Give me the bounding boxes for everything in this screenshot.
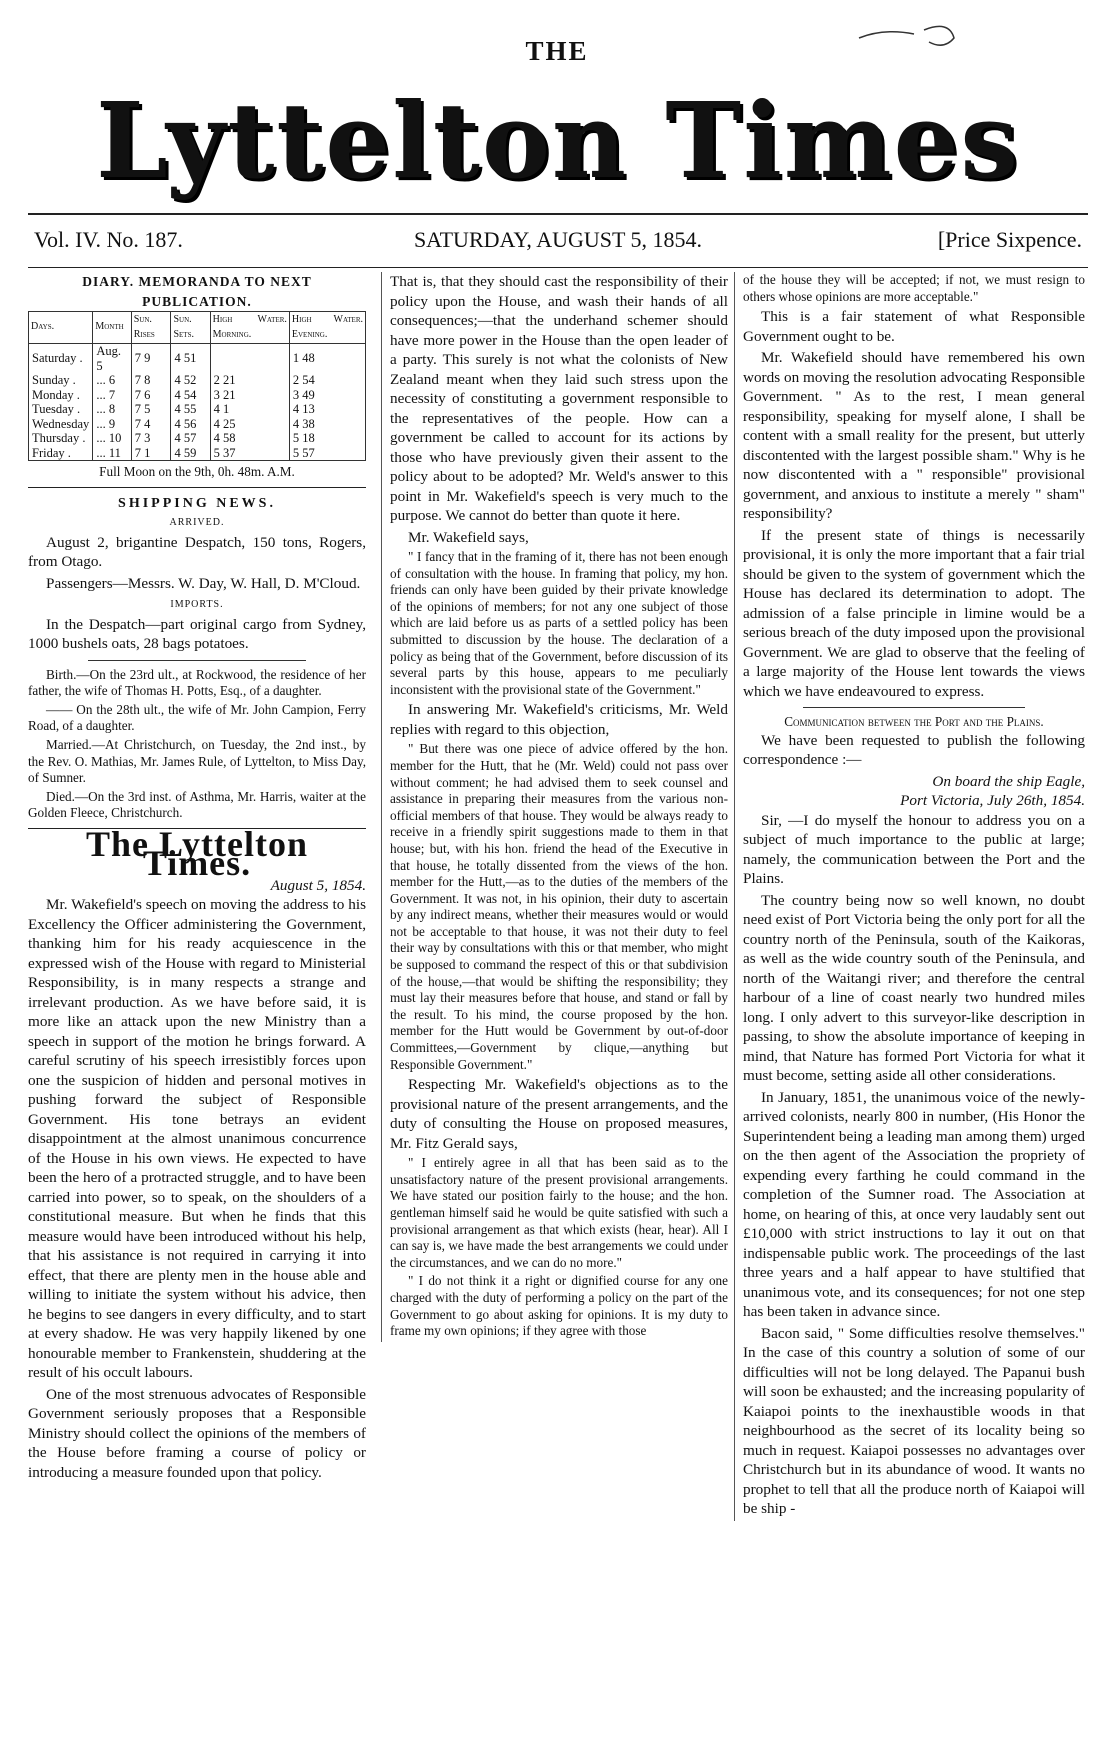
table-cell: 7 9 [131,344,171,374]
body-paragraph: We have been requested to publish the following correspondence :— [743,731,1085,769]
table-row [29,446,366,461]
table-row [29,417,366,432]
editorial-paragraph: One of the most strenuous advocates of Responsible Government seriously proposes that a Responsible Ministry should collect the opinions of the members of the House before framing a course of policy or introducing a measure founded upon that policy. [28,1385,366,1481]
imports-text: In the Despatch—part original cargo from Sydney, 1000 bushels oats, 28 bags potatoes. [28,615,366,653]
table-cell: 3 49 [289,388,365,403]
table-cell: 7 4 [131,417,171,432]
editorial-date: August 5, 1854. [270,876,366,894]
column-3 [734,272,1085,1521]
table-row [29,388,366,403]
table-cell: Tuesday . [29,402,93,417]
table-cell: ... 6 [93,373,131,388]
table-cell: 4 59 [171,446,210,461]
table-cell: ... 9 [93,417,131,432]
marriage-notice: Married.—At Christchurch, on Tuesday, the 2nd inst., by the Rev. O. Mathias, Mr. James Rule, of Lyttelton, to Miss Day, of Sumner. [28,736,366,786]
body-paragraph: Mr. Wakefield says, [408,528,529,546]
full-moon-note: Full Moon on the 9th, 0h. 48m. A.M. [99,464,295,479]
table-cell: 4 38 [289,417,365,432]
masthead-title: Lyttelton Times [96,79,1020,202]
shipping-heading: SHIPPING NEWS. [118,495,276,511]
diary-table [28,311,366,461]
imports-label: IMPORTS. [170,599,224,611]
table-cell: 2 54 [289,373,365,388]
arrived-label: ARRIVED. [169,517,225,529]
body-paragraph: In answering Mr. Wakefield's criticisms, Mr. Weld replies with regard to this objection, [390,701,728,738]
divider [88,660,306,661]
letter-paragraph: Bacon said, " Some difficulties resolve themselves." In the case of this country a solution of some of our difficulties will not be long delayed. The Papanui bush will soon be exhausted; and the increasing popularity of Kaiapoi points to the inexhaustible woods in that neighbourhood as the secret of its locality being so much in request. Kaiapoi possesses no advantages over Christchurch but in its abundance of wood. It wants no prophet to tell that all the produce north of Kaiapoi will be ship - [743,1324,1085,1518]
table-cell: 7 5 [131,402,171,417]
table-cell: 4 1 [210,402,289,417]
issue-date: SATURDAY, AUGUST 5, 1854. [413,227,703,252]
letter-paragraph: Sir, —I do myself the honour to address you on a subject of much importance to the public at large; namely, the communication between the Port and the Plains. [743,811,1085,888]
table-cell: 4 57 [171,431,210,446]
table-cell: 7 3 [131,431,171,446]
diary-heading: DIARY. MEMORANDA TO NEXT PUBLICATION. [82,274,312,309]
quote-paragraph: " I fancy that in the framing of it, there has not been enough of consultation with the house. In framing that policy, my hon. friends can only have been guided by their private knowledge of the opinions of members; for not any one subject of those which are laid before us as parts of a settled policy has been submitted to discussion by the house. The declaration of a policy as being that of the Government, before discussion of its several parts by this house, appears to me peculiarly inconsistent with the provisional state of the Government." [390,549,728,697]
table-cell: Friday . [29,446,93,461]
diary-col-sets: Sun. Sets. [171,312,210,344]
editorial-title: The Lyttelton Times. [85,823,308,884]
table-cell: 7 6 [131,388,171,403]
masthead-the: THE [525,36,589,66]
quote-paragraph: " But there was one piece of advice offered by the hon. member for the Hutt, that he (Mr. Weld) could not pass over without comment; he had advised them to seek counsel and assistance in preparing their measures from the various non-official members of that house. They would be always ready to receive in a friendly spirit suggestions made to them in that house; but, with his hon. friend the head of the Executive in that house, he totally dissented from the views of the hon. member for the Hutt,—as to the duties of the members of the Government. It was not, in his opinion, their duty to ascertain by any indirect means, whether their measures would or would not be acceptable to that house, it was not their duty to feel their way by consultations with this or that member, who might be supposed to command the respect of this or that subdivision of the house,—that would be shifting the responsibility; they must lay their measures before that house, and stand or fall by the result. To his mind, the course proposed by the hon. member for the Hutt would be Government by out-of-door Committees,—Government by clique,—anything but Responsible Government." [390,741,728,1072]
table-cell: 1 48 [289,344,365,374]
table-cell: ... 11 [93,446,131,461]
table-cell: 5 57 [289,446,365,461]
volume-number: Vol. IV. No. 187. [34,227,183,252]
section-heading: Communication between the Port and the Plains. [784,714,1044,730]
table-cell: 4 54 [171,388,210,403]
table-cell: 4 13 [289,402,365,417]
price: [Price Sixpence. [937,227,1082,252]
table-cell: ... 7 [93,388,131,403]
table-cell: 5 18 [289,431,365,446]
diary-col-days: Days. [29,312,93,344]
arrived-text: August 2, brigantine Despatch, 150 tons, Rogers, from Otago. [28,533,366,571]
body-paragraph: If the present state of things is necessarily provisional, it is only the more important that a fair trial should be given to the system of government which the House has declared its determination to adopt. The admission of a false principle in limine would be a serious breach of the duty imposed upon the provisional Government. We are glad to observe that the feeling of a large majority of the House lent towards the views which we have endeavoured to express. [743,526,1085,700]
divider [28,487,366,488]
pen-scribble-mark [854,20,974,60]
table-cell: 5 37 [210,446,289,461]
table-row [29,402,366,417]
table-cell: 7 1 [131,446,171,461]
letter-paragraph: The country being now so well known, no doubt need exist of Port Victoria being the only port for all the country north of the Peninsula, south of the Kaikoras, as well as the wide country south of the Peninsula, and north of the Waitangi river; and therefore the central harbour of a line of coast nearly two hundred miles long. I only advert to this surveyor-like description in passing, to show the absolute importance of keeping in mind, that Nature has formed Port Victoria for what it must become, setting aside all other considerations. [743,891,1085,1085]
table-row [29,344,366,374]
body-paragraph: Respecting Mr. Wakefield's objections as to the provisional nature of the present arrangements, and the duty of consulting the House on proposed measures, Mr. Fitz Gerald says, [390,1076,728,1152]
table-cell: ... 10 [93,431,131,446]
birth-notice: Birth.—On the 23rd ult., at Rockwood, the residence of her father, the wife of Thomas H. Potts, Esq., of a daughter. [28,666,366,699]
table-cell: Thursday . [29,431,93,446]
body-paragraph: Mr. Wakefield should have remembered his own words on moving the resolution advocating Responsible Government. " As to the rest, I mean general responsibility, speaking for myself alone, I shall be content with a small reality for the present, but utterly discontented with the largest possible sham." Why is he now discontented with a " responsible" provisional government, and anxious to institute a merely " sham" responsibility? [743,349,1085,523]
column-1 [28,272,366,1484]
table-cell: Sunday . [29,373,93,388]
birth-notice: —— On the 28th ult., the wife of Mr. John Campion, Ferry Road, of a daughter. [28,701,366,734]
column-2 [381,272,728,1342]
body-paragraph: That is, that they should cast the responsibility of their policy upon the House, and wash their hands of all consequences;—that the underhand schemer should have more power in the House than the open leader of a party. This surely is not what the colonists of New Zealand meant when they laid such stress upon the necessity of constituting a government responsible to the representatives of the people. How can a government be called to account for its actions by those who have previously given their assent to the policy about to be adopted? Mr. Weld's answer to this point in Mr. Wakefield's speech is very much to the purpose. We cannot do better than quote it here. [390,273,728,524]
body-paragraph: This is a fair statement of what Responsible Government ought to be. [743,308,1085,345]
table-cell: Wednesday [29,417,93,432]
editorial-paragraph: Mr. Wakefield's speech on moving the address to his Excellency the Officer administering the Government, thanking him for his ready acquiescence in the expressed wish of the House with regard to Ministerial Responsibility, is in many respects a strange and irrelevant production. As we have before said, it is more like an attack upon the new Ministry than a speech in support of the motion he brings forward. A careful scrutiny of his speech irresistibly forces upon one the suspicion of hidden and personal motives in pushing forward the subject of Responsible Government. His tone betrays an evident disappointment at the almost unanimous concurrence of the House in his own views. He expected to have been the hero of a protracted struggle, and to have been carried into power, so to speak, on the shoulders of a constitutional measure. But when he finds that this measure would have been introduced without his help, that his assistance is not required in carrying it into effect, that there are plenty men in the house able and willing to initiate the system without his advice, then he begins to see dangers in every difficulty, and to start at every shadow. He was very happily likened by one honourable member to Frankenstein, shuddering at the result of his occult labours. [28,896,366,1382]
table-row [29,373,366,388]
table-cell: 7 8 [131,373,171,388]
table-cell: Aug. 5 [93,344,131,374]
table-cell [210,344,289,374]
table-cell: 4 58 [210,431,289,446]
table-cell: Monday . [29,388,93,403]
diary-col-month: Month [93,312,131,344]
death-notice: Died.—On the 3rd inst. of Asthma, Mr. Harris, waiter at the Golden Fleece, Christchurch. [28,788,366,821]
table-cell: ... 8 [93,402,131,417]
letter-heading: Port Victoria, July 26th, 1854. [900,792,1085,810]
dateline-bar [28,213,1088,268]
table-cell: 4 51 [171,344,210,374]
quote-paragraph: " I entirely agree in all that has been said as to the unsatisfactory nature of the present provisional arrangements. We have stated our position fairly to the house; and the hon. gentleman himself said he would be quite satisfied with such a provisional arrangement as that which exists (hear, hear). All I can say is, we have made the best arrangements we could under the circumstances, and we can do no more." [390,1155,728,1270]
table-cell: 4 55 [171,402,210,417]
diary-col-morning: High Water. Morning. [210,312,289,344]
letter-paragraph: In January, 1851, the unanimous voice of the newly-arrived colonists, nearly 800 in number, (His Honor the Superintendent being a leading man among them) urged on the then agent of the Association the propriety of expending every farthing he could command in the completion of the Sumner road. The Association at home, on hearing of this, at once very laudably sent out £10,000 with strict instructions to lay it out on that indispensable public work. The proceedings of the last three years and a half appear to have stultified that unanimous vote, and its consequences; for not one step has been taken in advance since. [743,1088,1085,1321]
table-cell: 2 21 [210,373,289,388]
quote-paragraph: of the house they will be accepted; if not, we must resign to others whose opinions are more acceptable." [743,272,1085,304]
passengers-text: Passengers—Messrs. W. Day, W. Hall, D. M'Cloud. [46,574,361,592]
table-cell: 4 56 [171,417,210,432]
table-cell: 4 25 [210,417,289,432]
diary-col-evening: High Water. Evening. [289,312,365,344]
letter-heading: On board the ship Eagle, [932,772,1085,790]
table-row [29,431,366,446]
diary-col-rises: Sun. Rises [131,312,171,344]
table-cell: Saturday . [29,344,93,374]
table-cell: 3 21 [210,388,289,403]
table-cell: 4 52 [171,373,210,388]
divider [803,707,1025,708]
quote-paragraph: " I do not think it a right or dignified course for any one charged with the duty of performing a policy on the part of the Government to go about asking for opinions. It is my duty to frame my own opinions; if they agree with those [390,1273,728,1339]
